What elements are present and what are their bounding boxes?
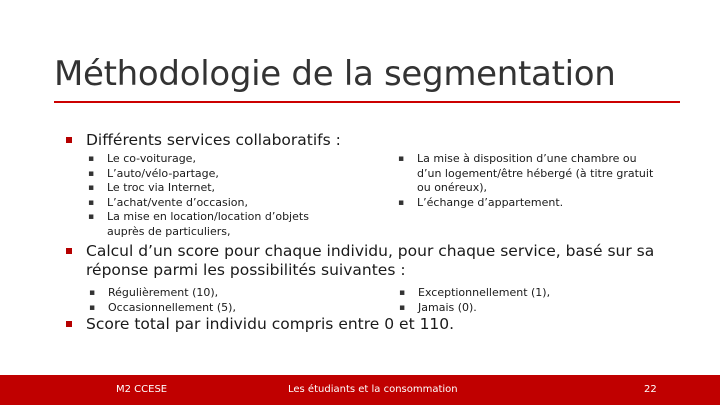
services-list-right (395, 152, 663, 210)
list-item: ▪ L’échange d’appartement. (398, 195, 564, 209)
bullet-dot-icon: ▪ (89, 288, 96, 298)
footer-bar (0, 375, 720, 405)
footer-presentation-title: Les étudiants et la consommation (288, 384, 458, 395)
bullet-dot-icon: ▪ (399, 288, 406, 298)
bullet-dot-icon: ▪ (398, 154, 405, 164)
bullet-dot-icon: ▪ (88, 197, 95, 208)
list-item: ▪ Exceptionnellement (1), (399, 286, 551, 299)
list-item: ▪ L’achat/vente d’occasion, (88, 195, 249, 209)
bullet-text: Calcul d’un score pour chaque individu, pour chaque service, basé sur sa réponse parmi les possibilités suivantes : (86, 242, 655, 279)
frequency-list-left (86, 286, 336, 315)
frequency-list-right (396, 286, 646, 315)
square-bullet-icon (66, 248, 72, 254)
list-item: ▪ L’auto/vélo-partage, (88, 166, 219, 180)
bullet-dot-icon: ▪ (399, 302, 406, 313)
bullet-dot-icon: ▪ (88, 183, 95, 193)
services-list-left (85, 152, 335, 239)
list-item: ▪ Jamais (0). (399, 300, 477, 314)
square-bullet-icon (66, 137, 72, 143)
bullet-dot-icon: ▪ (88, 168, 95, 179)
bullet-text: Différents services collaboratifs : (86, 131, 341, 149)
footer-course: M2 CCESE (116, 384, 168, 395)
list-item: ▪ Le co-voiturage, (88, 152, 196, 165)
bullet-dot-icon: ▪ (88, 154, 95, 164)
list-item: ▪ La mise en location/location d’objets auprès de particuliers, (88, 210, 309, 238)
bullet-dot-icon: ▪ (88, 212, 95, 222)
list-item: ▪ La mise à disposition d’une chambre ou d’un logement/être hébergé (à titre gratuit ou onéreux), (398, 152, 654, 194)
footer-page-number: 22 (644, 384, 657, 395)
list-item: ▪ Occasionnellement (5), (89, 300, 236, 314)
bullet-text: Score total par individu compris entre 0 et 110. (86, 315, 455, 333)
bullet-dot-icon: ▪ (89, 302, 96, 313)
slide-title: Méthodologie de la segmentation (54, 54, 616, 94)
bullet-services (66, 131, 666, 150)
list-item: ▪ Régulièrement (10), (89, 286, 219, 299)
list-item: ▪ Le troc via Internet, (88, 181, 216, 194)
bullet-total-score (66, 315, 666, 334)
bullet-score-calc (66, 242, 666, 280)
title-underline (54, 101, 680, 103)
bullet-dot-icon: ▪ (398, 197, 405, 208)
square-bullet-icon (66, 321, 72, 327)
